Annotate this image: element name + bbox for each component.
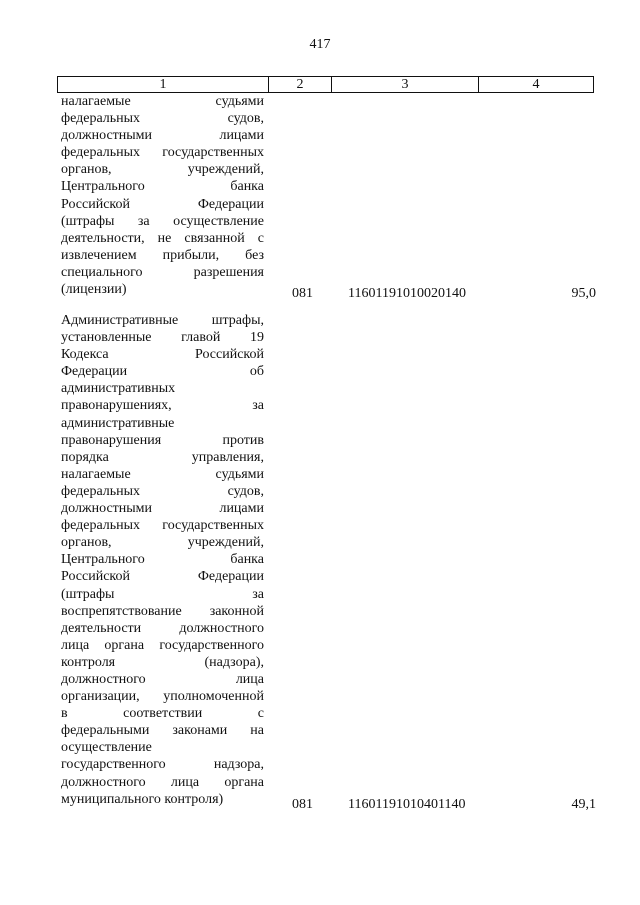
description-line: правонарушения против bbox=[61, 432, 264, 448]
description-line: налагаемые судьями bbox=[61, 466, 264, 482]
description-line: должностного лица bbox=[61, 671, 264, 687]
table-header-row bbox=[57, 76, 594, 93]
description-line: осуществление bbox=[61, 740, 152, 756]
description-line: в соответствии с bbox=[61, 706, 264, 722]
header-col-1: 1 bbox=[159, 77, 167, 92]
header-col-4: 4 bbox=[478, 77, 593, 92]
description-line: органов, учреждений, bbox=[61, 162, 264, 178]
row-2-kbk: 11601191010401140 bbox=[348, 797, 466, 812]
description-line: федеральных судов, bbox=[61, 483, 264, 499]
page-number: 417 bbox=[309, 37, 331, 52]
description-line: извлечением прибыли, без bbox=[61, 247, 264, 263]
row-1-code: 081 bbox=[292, 286, 313, 301]
description-line: государственного надзора, bbox=[61, 757, 264, 773]
description-line: деятельности, не связанной с bbox=[61, 230, 264, 246]
description-line: Федерации об bbox=[61, 364, 264, 380]
description-line: Российской Федерации bbox=[61, 196, 264, 212]
description-line: порядка управления, bbox=[61, 449, 264, 465]
description-line: лица органа государственного bbox=[61, 637, 264, 653]
description-line: деятельности должностного bbox=[61, 620, 264, 636]
description-line: должностного лица органа bbox=[61, 774, 264, 790]
description-line: Кодекса Российской bbox=[61, 347, 264, 363]
description-line: должностными лицами bbox=[61, 501, 264, 517]
row-2-amount: 49,1 bbox=[571, 797, 596, 812]
row-2-code: 081 bbox=[292, 797, 313, 812]
description-line: административные bbox=[61, 415, 175, 431]
description-line: (лицензии) bbox=[61, 282, 127, 298]
row-1-description bbox=[61, 93, 264, 298]
description-line: Российской Федерации bbox=[61, 569, 264, 585]
description-line: установленные главой 19 bbox=[61, 330, 264, 346]
row-2-description bbox=[61, 312, 264, 808]
description-line: федеральных судов, bbox=[61, 111, 264, 127]
description-line: федеральными законами на bbox=[61, 723, 264, 739]
description-line: Центрального банка bbox=[61, 179, 264, 195]
description-line: (штрафы за осуществление bbox=[61, 213, 264, 229]
description-line: должностными лицами bbox=[61, 128, 264, 144]
description-line: федеральных государственных bbox=[61, 145, 264, 161]
row-1-kbk: 11601191010020140 bbox=[348, 286, 466, 301]
description-line: контроля (надзора), bbox=[61, 654, 264, 670]
header-col-3: 3 bbox=[331, 77, 478, 92]
description-line: (штрафы за bbox=[61, 586, 264, 602]
description-line: специального разрешения bbox=[61, 264, 264, 280]
description-line: административных bbox=[61, 381, 176, 397]
description-line: воспрепятствование законной bbox=[61, 603, 264, 619]
description-line: правонарушениях, за bbox=[61, 398, 264, 414]
header-col-2: 2 bbox=[268, 77, 331, 92]
description-line: федеральных государственных bbox=[61, 518, 264, 534]
description-line: муниципального контроля) bbox=[61, 791, 224, 807]
description-line: организации, уполномоченной bbox=[61, 689, 264, 705]
description-line: налагаемые судьями bbox=[61, 94, 264, 109]
description-line: Административные штрафы, bbox=[61, 313, 264, 328]
description-line: Центрального банка bbox=[61, 552, 264, 568]
description-line: органов, учреждений, bbox=[61, 535, 264, 551]
row-1-amount: 95,0 bbox=[571, 286, 596, 301]
